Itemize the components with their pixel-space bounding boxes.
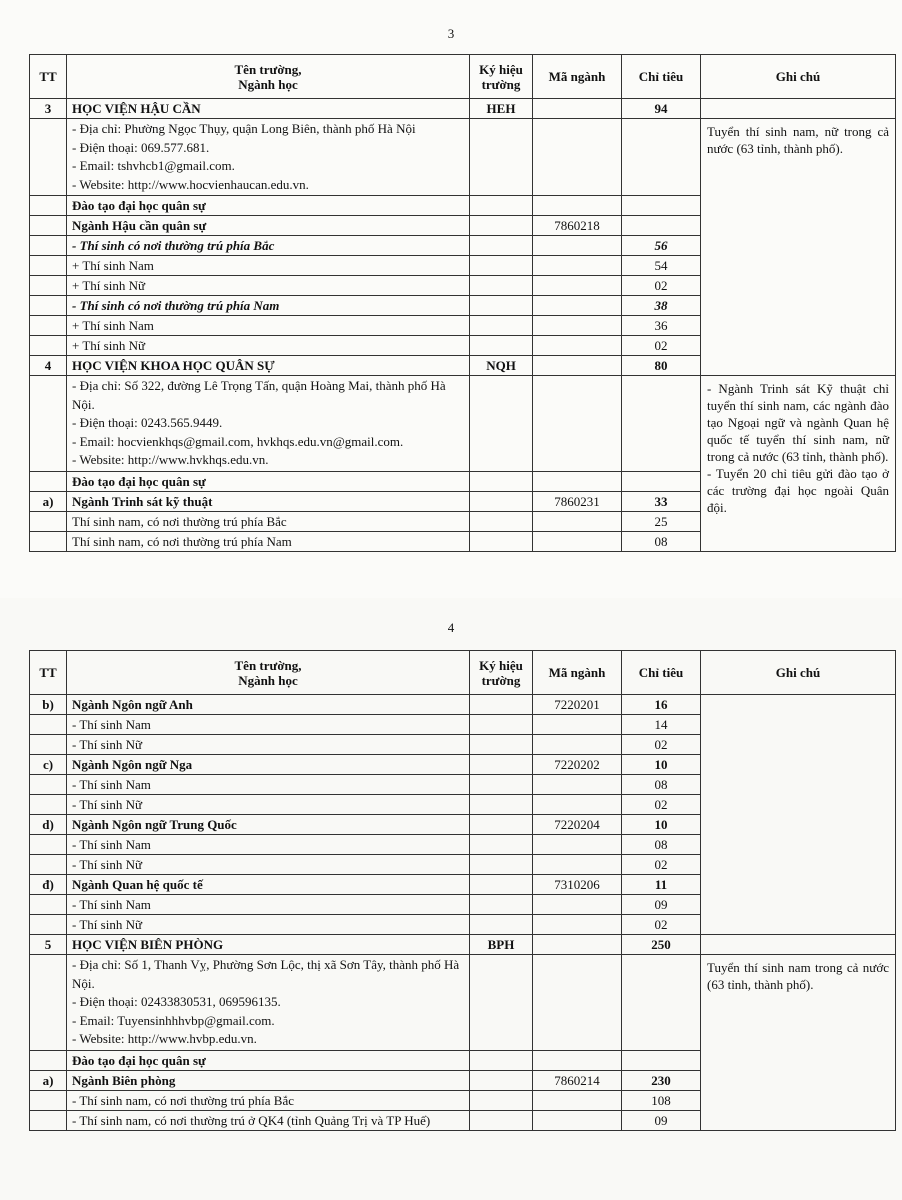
empty-cell <box>622 955 701 1051</box>
major-name: Ngành Ngôn ngữ Anh <box>67 695 470 715</box>
empty-cell <box>533 855 622 875</box>
note-cell: Tuyển thí sinh nam trong cả nước (63 tỉnh, thành phố). <box>701 955 896 1131</box>
subgroup-label: + Thí sinh Nam <box>67 256 470 276</box>
table-header-row <box>30 55 896 99</box>
empty-cell <box>622 196 701 216</box>
major-label: c) <box>30 755 67 775</box>
subgroup-label: - Thí sinh Nữ <box>67 915 470 935</box>
empty-cell <box>470 775 533 795</box>
empty-cell <box>30 1110 67 1130</box>
empty-cell <box>30 955 67 1051</box>
subgroup-label: - Thí sinh Nam <box>67 715 470 735</box>
major-quota: 10 <box>622 815 701 835</box>
subgroup-quota: 02 <box>622 735 701 755</box>
major-label: a) <box>30 1070 67 1090</box>
phone: - Điện thoại: 069.577.681. <box>72 139 210 155</box>
note-cell-empty <box>701 695 896 935</box>
school-code: HEH <box>470 99 533 119</box>
empty-cell <box>533 471 622 491</box>
header-note: Ghi chú <box>701 55 896 99</box>
major-quota: 11 <box>622 875 701 895</box>
empty-cell <box>470 755 533 775</box>
empty-cell <box>30 276 67 296</box>
empty-cell <box>533 511 622 531</box>
school-tt: 5 <box>30 935 67 955</box>
empty-cell <box>470 695 533 715</box>
empty-cell <box>30 1090 67 1110</box>
empty-cell <box>30 376 67 472</box>
empty-cell <box>470 715 533 735</box>
school-quota: 80 <box>622 356 701 376</box>
header-name: Tên trường, Ngành học <box>67 651 470 695</box>
empty-cell <box>30 735 67 755</box>
empty-cell <box>30 775 67 795</box>
empty-cell <box>30 855 67 875</box>
subgroup-quota: 09 <box>622 1110 701 1130</box>
header-note: Ghi chú <box>701 651 896 695</box>
empty-cell <box>470 895 533 915</box>
empty-cell <box>470 835 533 855</box>
empty-cell <box>533 715 622 735</box>
empty-cell <box>622 1050 701 1070</box>
subgroup-label: - Thí sinh Nữ <box>67 795 470 815</box>
subgroup-quota: 25 <box>622 511 701 531</box>
school-contact-info <box>67 119 470 196</box>
empty-cell <box>470 196 533 216</box>
school-row <box>30 99 896 119</box>
empty-cell <box>470 955 533 1051</box>
subgroup-quota: 09 <box>622 895 701 915</box>
empty-cell <box>533 775 622 795</box>
empty-cell <box>533 296 622 316</box>
empty-cell <box>533 1050 622 1070</box>
header-tt: TT <box>30 55 67 99</box>
empty-cell <box>30 715 67 735</box>
empty-cell <box>533 196 622 216</box>
empty-cell <box>470 735 533 755</box>
document-page-4 <box>0 598 902 1200</box>
email: - Email: Tuyensinhhhvbp@gmail.com. <box>72 1012 275 1028</box>
empty-cell <box>470 336 533 356</box>
school-info-row <box>30 119 896 196</box>
empty-cell <box>470 815 533 835</box>
subgroup-quota: 02 <box>622 795 701 815</box>
subgroup-quota: 108 <box>622 1090 701 1110</box>
empty-cell <box>533 735 622 755</box>
empty-cell <box>533 376 622 472</box>
empty-cell <box>470 1050 533 1070</box>
school-code: NQH <box>470 356 533 376</box>
empty-cell <box>533 236 622 256</box>
school-tt: 3 <box>30 99 67 119</box>
school-info-row <box>30 376 896 472</box>
major-code: 7860231 <box>533 491 622 511</box>
school-contact-info <box>67 376 470 472</box>
subgroup-quota: 36 <box>622 316 701 336</box>
major-name: Ngành Ngôn ngữ Trung Quốc <box>67 815 470 835</box>
empty-cell <box>470 795 533 815</box>
header-school-code: Ký hiệu trường <box>470 55 533 99</box>
major-code: 7220202 <box>533 755 622 775</box>
major-code: 7220204 <box>533 815 622 835</box>
empty-cell <box>470 531 533 551</box>
header-major-code: Mã ngành <box>533 651 622 695</box>
subgroup-quota: 08 <box>622 531 701 551</box>
empty-cell <box>30 915 67 935</box>
empty-cell <box>30 531 67 551</box>
subgroup-label: - Thí sinh nam, có nơi thường trú phía Bắc <box>67 1090 470 1110</box>
empty-cell <box>470 875 533 895</box>
header-major-code: Mã ngành <box>533 55 622 99</box>
school-tt: 4 <box>30 356 67 376</box>
empty-cell <box>533 1110 622 1130</box>
empty-cell <box>470 471 533 491</box>
empty-cell <box>533 915 622 935</box>
subgroup-quota: 02 <box>622 915 701 935</box>
phone: - Điện thoại: 0243.565.9449. <box>72 415 223 430</box>
empty-cell <box>470 296 533 316</box>
note-line: - Ngành Trinh sát Kỹ thuật chỉ tuyển thí sinh nam, các ngành đào tạo Ngoại ngữ và ngành Quan hệ quốc tế tuyển thí sinh nam, nữ trong cả nước (63 tỉnh, thành phố). <box>707 381 889 464</box>
group-quota: 38 <box>622 296 701 316</box>
empty-cell <box>30 835 67 855</box>
empty-cell <box>30 471 67 491</box>
major-label: b) <box>30 695 67 715</box>
document-page-3 <box>0 0 902 598</box>
group-label: - Thí sinh có nơi thường trú phía Nam <box>67 296 470 316</box>
subgroup-quota: 02 <box>622 276 701 296</box>
major-label: d) <box>30 815 67 835</box>
empty-cell <box>533 531 622 551</box>
header-quota: Chỉ tiêu <box>622 651 701 695</box>
subgroup-quota: 02 <box>622 855 701 875</box>
major-row <box>30 695 896 715</box>
major-quota: 16 <box>622 695 701 715</box>
subgroup-quota: 02 <box>622 336 701 356</box>
page-number: 3 <box>447 26 455 41</box>
subgroup-quota: 08 <box>622 775 701 795</box>
empty-cell <box>622 376 701 472</box>
empty-cell <box>533 935 622 955</box>
address: - Địa chỉ: Số 322, đường Lê Trọng Tấn, quận Hoàng Mai, thành phố Hà Nội. <box>72 378 446 412</box>
empty-cell <box>470 256 533 276</box>
table-header-row <box>30 651 896 695</box>
school-info-row <box>30 955 896 1051</box>
empty-cell <box>533 795 622 815</box>
empty-cell <box>470 915 533 935</box>
subgroup-label: + Thí sinh Nữ <box>67 336 470 356</box>
major-label: a) <box>30 491 67 511</box>
empty-cell <box>533 955 622 1051</box>
subgroup-label: Thí sinh nam, có nơi thường trú phía Bắc <box>67 511 470 531</box>
major-name: Ngành Quan hệ quốc tế <box>67 875 470 895</box>
empty-cell <box>30 256 67 276</box>
empty-cell <box>30 1050 67 1070</box>
subgroup-label: - Thí sinh nam, có nơi thường trú ở QK4 (tỉnh Quảng Trị và TP Huế) <box>67 1110 470 1130</box>
note-cell <box>701 376 896 552</box>
email: - Email: tshvhcb1@gmail.com. <box>72 158 235 173</box>
empty-cell <box>622 216 701 236</box>
group-label: - Thí sinh có nơi thường trú phía Bắc <box>67 236 470 256</box>
empty-cell <box>470 216 533 236</box>
empty-cell <box>30 895 67 915</box>
empty-cell <box>470 376 533 472</box>
empty-cell <box>470 511 533 531</box>
empty-cell <box>533 336 622 356</box>
empty-cell <box>470 1090 533 1110</box>
school-quota: 94 <box>622 99 701 119</box>
subgroup-label: - Thí sinh Nam <box>67 895 470 915</box>
training-label: Đào tạo đại học quân sự <box>67 1050 470 1070</box>
subgroup-label: - Thí sinh Nam <box>67 835 470 855</box>
school-row <box>30 935 896 955</box>
school-name: HỌC VIỆN KHOA HỌC QUÂN SỰ <box>67 356 470 376</box>
major-code: 7860218 <box>533 216 622 236</box>
major-label: đ) <box>30 875 67 895</box>
empty-cell <box>30 336 67 356</box>
empty-cell <box>701 935 896 955</box>
school-quota: 250 <box>622 935 701 955</box>
major-code: 7220201 <box>533 695 622 715</box>
empty-cell <box>470 236 533 256</box>
subgroup-label: + Thí sinh Nam <box>67 316 470 336</box>
address: - Địa chỉ: Số 1, Thanh Vỵ, Phường Sơn Lộc, thị xã Sơn Tây, thành phố Hà Nội. <box>72 957 460 991</box>
empty-cell <box>533 276 622 296</box>
major-quota: 230 <box>622 1070 701 1090</box>
training-label: Đào tạo đại học quân sự <box>67 196 470 216</box>
subgroup-label: - Thí sinh Nữ <box>67 855 470 875</box>
major-quota: 33 <box>622 491 701 511</box>
subgroup-quota: 08 <box>622 835 701 855</box>
empty-cell <box>470 276 533 296</box>
admission-table-page-4 <box>29 650 896 1131</box>
empty-cell <box>533 895 622 915</box>
subgroup-quota: 14 <box>622 715 701 735</box>
header-school-code: Ký hiệu trường <box>470 651 533 695</box>
empty-cell <box>533 835 622 855</box>
empty-cell <box>470 491 533 511</box>
empty-cell <box>30 196 67 216</box>
empty-cell <box>533 256 622 276</box>
school-contact-info <box>67 955 470 1051</box>
header-tt: TT <box>30 651 67 695</box>
major-name: Ngành Hậu cần quân sự <box>67 216 470 236</box>
admission-table-page-3 <box>29 54 896 552</box>
website: - Website: http://www.hocvienhaucan.edu.vn. <box>72 176 309 192</box>
website: - Website: http://www.hvbp.edu.vn. <box>72 1031 257 1046</box>
subgroup-label: Thí sinh nam, có nơi thường trú phía Nam <box>67 531 470 551</box>
major-name: Ngành Biên phòng <box>67 1070 470 1090</box>
empty-cell <box>470 1110 533 1130</box>
note-line: - Tuyển 20 chỉ tiêu gửi đào tạo ở các trường đại học ngoài Quân đội. <box>707 466 889 515</box>
empty-cell <box>470 1070 533 1090</box>
empty-cell <box>30 316 67 336</box>
empty-cell <box>622 471 701 491</box>
email: - Email: hocvienkhqs@gmail.com, hvkhqs.edu.vn@gmail.com. <box>72 433 404 449</box>
subgroup-label: + Thí sinh Nữ <box>67 276 470 296</box>
school-name: HỌC VIỆN HẬU CẦN <box>67 99 470 119</box>
major-name: Ngành Trinh sát kỹ thuật <box>67 491 470 511</box>
major-name: Ngành Ngôn ngữ Nga <box>67 755 470 775</box>
training-label: Đào tạo đại học quân sự <box>67 471 470 491</box>
website: - Website: http://www.hvkhqs.edu.vn. <box>72 452 269 467</box>
page-number: 4 <box>447 620 455 635</box>
empty-cell <box>533 316 622 336</box>
empty-cell <box>533 1090 622 1110</box>
empty-cell <box>30 216 67 236</box>
phone: - Điện thoại: 02433830531, 069596135. <box>72 994 281 1009</box>
empty-cell <box>470 855 533 875</box>
empty-cell <box>470 316 533 336</box>
empty-cell <box>30 296 67 316</box>
address: - Địa chỉ: Phường Ngọc Thụy, quận Long Biên, thành phố Hà Nội <box>72 121 416 136</box>
header-name: Tên trường, Ngành học <box>67 55 470 99</box>
major-code: 7310206 <box>533 875 622 895</box>
subgroup-quota: 54 <box>622 256 701 276</box>
note-cell: Tuyển thí sinh nam, nữ trong cả nước (63 tỉnh, thành phố). <box>701 119 896 376</box>
empty-cell <box>30 236 67 256</box>
group-quota: 56 <box>622 236 701 256</box>
header-quota: Chỉ tiêu <box>622 55 701 99</box>
empty-cell <box>533 356 622 376</box>
empty-cell <box>30 511 67 531</box>
major-code: 7860214 <box>533 1070 622 1090</box>
school-name: HỌC VIỆN BIÊN PHÒNG <box>67 935 470 955</box>
subgroup-label: - Thí sinh Nam <box>67 775 470 795</box>
subgroup-label: - Thí sinh Nữ <box>67 735 470 755</box>
major-quota: 10 <box>622 755 701 775</box>
school-code: BPH <box>470 935 533 955</box>
empty-cell <box>30 795 67 815</box>
